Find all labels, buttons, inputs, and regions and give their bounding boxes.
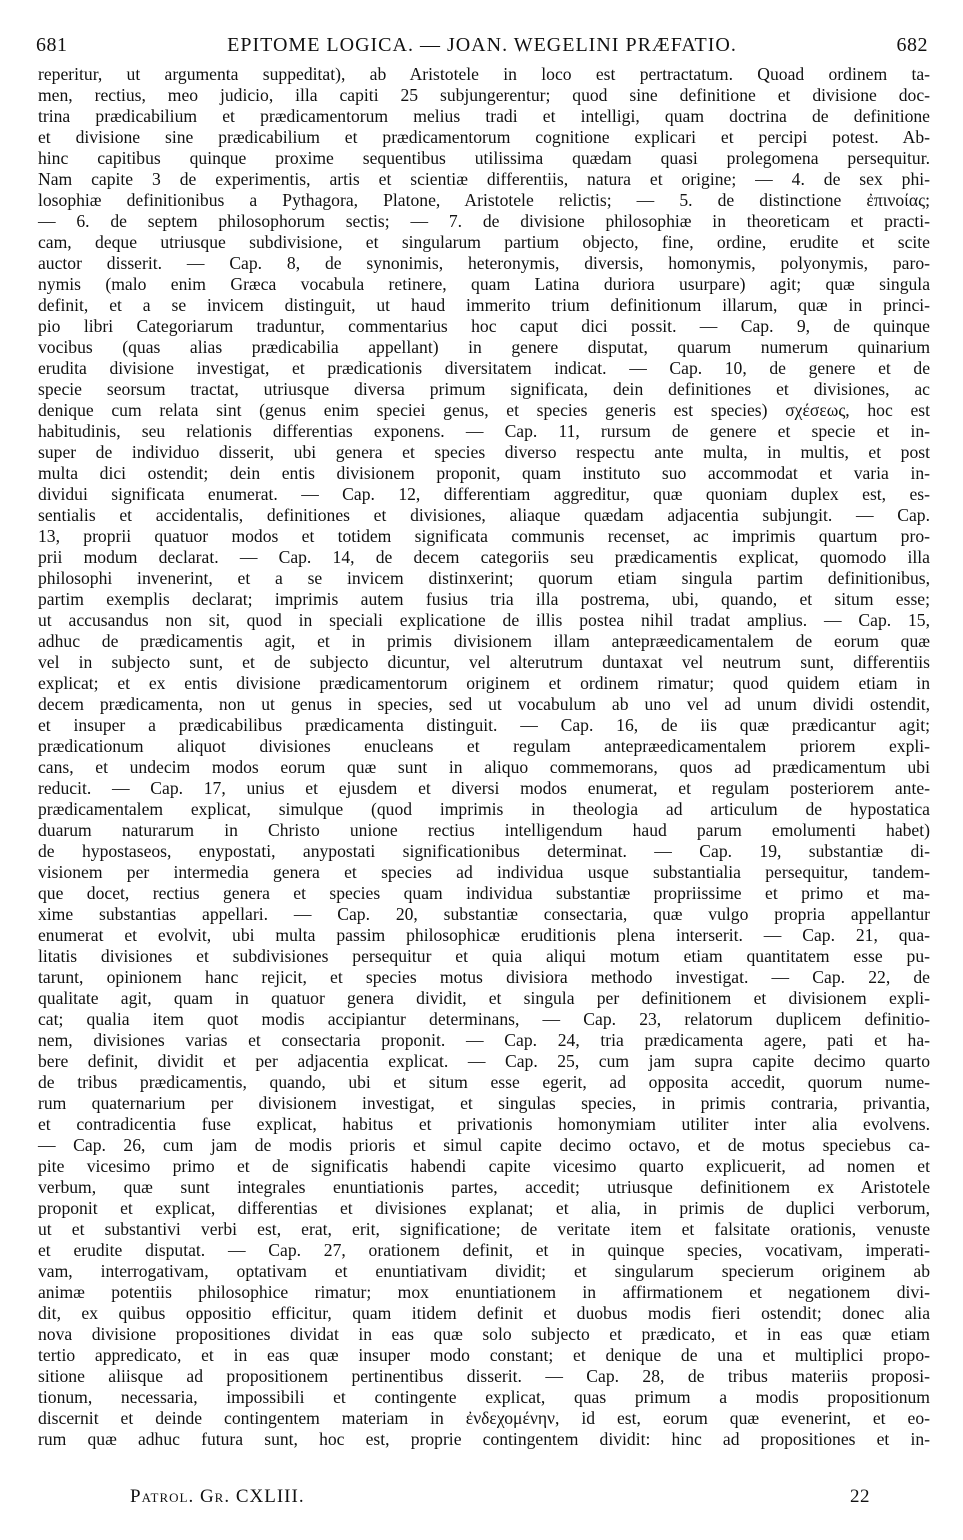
text-line: losophiæ definitionibus a Pythagora, Platone, Aristotele relictis; — 5. de distinctione ἐπινοίας; (38, 190, 930, 210)
text-line: explicat; et ex entis divisione prædicamentorum originem et ordinem rimatur; quod quidem etiam in (38, 673, 930, 693)
text-line: 13, proprii quatuor modos et totidem significata communis recenset, ac imprimis quartum pro- (38, 526, 930, 546)
text-line: specie seorsum tractat, utriusque diversa primum significata, dein definitiones et divisiones, ac (38, 379, 930, 399)
text-line: erudita divisione investigat, et prædicationis diversitatem indicat. — Cap. 10, de genere et de (38, 358, 930, 378)
text-line: hinc capitibus quinque proxime sequentibus utilissima quædam quasi prolegomena persequitur. (38, 148, 930, 168)
text-line: dit, ex quibus oppositio efficitur, quam itidem definit et duobus modis fieri ostendit; donec alia (38, 1303, 930, 1323)
text-line: definit, et a se invicem distinguit, ut haud immerito trium definitionum illarum, quæ in princi- (38, 295, 930, 315)
text-line: super de individuo disserit, ubi genera et species diverso respectu ante multa, in multis, et post (38, 442, 930, 462)
text-line: rum quaternarium per divisionem investigat, et singulas species, in primis contraria, privantia, (38, 1093, 930, 1113)
text-line: xime substantias appellari. — Cap. 20, substantiæ consectaria, quæ vulgo propria appellantur (38, 904, 930, 924)
text-line: duarum naturarum in Christo unione rectius intelligendum haud parum emolumenti habet) (38, 820, 930, 840)
page-footer (130, 1486, 870, 1512)
text-line: adhuc de prædicamentis agit, et in primis divisionem illam antepræedicamentalem de eorum quæ (38, 631, 930, 651)
text-line: decem prædicamenta, non ut genus in species, sed ut vocabulum ab uno vel ad unum dividi ostendit, (38, 694, 930, 714)
text-line: reducit. — Cap. 17, unius et ejusdem et diversi modos enumerat, et regulam posteriorem ante- (38, 778, 930, 798)
text-line: cans, et undecim modos eorum quæ sunt in aliquo commemorans, quos ad prædicamentum ubi (38, 757, 930, 777)
text-line: philosophi invenerint, et a se invicem distinxerint; quorum etiam singula partim definitionibus, (38, 568, 930, 588)
text-line: ut accusandus non sit, quod in speciali explicatione de illis postea nihil tradat amplius. — Cap. 15, (38, 610, 930, 630)
text-line: habitudinis, seu relationis differentias exponens. — Cap. 11, rursum de genere et specie et in- (38, 421, 930, 441)
text-line: — 6. de septem philosophorum sectis; — 7. de divisione philosophiæ in theoreticam et practi- (38, 211, 930, 231)
text-line: de tribus prædicamentis, quando, ubi et situm esse egerit, ad opposita accedit, quorum nume- (38, 1072, 930, 1092)
text-line: et insuper a prædicabilibus prædicamenta distinguit. — Cap. 16, de iis quæ prædicantur agit; (38, 715, 930, 735)
text-line: rum quæ adhuc futura sunt, hoc est, proprie contingentem dividit: hinc ad propositiones et in- (38, 1429, 930, 1449)
text-line: denique cum relata sint (genus enim speciei genus, et species generis est species) σχέσεως, hoc est (38, 400, 930, 420)
text-line: cam, deque utriusque subdivisione, et singularum partium objecto, fine, ordine, erudite et scite (38, 232, 930, 252)
text-line: dividui significata enumerat. — Cap. 12, differentiam aggreditur, quæ quoniam duplex est, es- (38, 484, 930, 504)
text-line: pite vicesimo primo et de significatis habendi capite vicesimo quarto explicuerit, ad nomen et (38, 1156, 930, 1176)
text-line: enumerat et evolvit, ubi multa passim philosophicæ eruditionis plena interserit. — Cap. 21, qua- (38, 925, 930, 945)
text-line: trina prædicabilium et prædicamentorum melius tradi et intelligi, quam doctrina de definitione (38, 106, 930, 126)
text-line: que docet, rectius genera et species quam individua substantiæ propriissime et primo et ma- (38, 883, 930, 903)
text-line: — Cap. 26, cum jam de modis prioris et simul capite decimo octavo, et de motus speciebus ca- (38, 1135, 930, 1155)
text-line: auctor disserit. — Cap. 8, de synonimis, heteronymis, diversis, homonymis, polyonymis, paro- (38, 253, 930, 273)
text-line: nova divisione propositiones dividat in eas quæ solo subjecto et prædicato, et in eas quæ etiam (38, 1324, 930, 1344)
text-line: litatis divisiones et subdivisiones persequitur et quia aliqui motum etiam quantitatem esse pu- (38, 946, 930, 966)
text-line: animæ potentiis philosophice rimatur; mox enuntiationem in affirmationem et negationem divi- (38, 1282, 930, 1302)
text-line: reperitur, ut argumenta suppeditat), ab Aristotele in loco est pertractatum. Quoad ordinem ta- (38, 64, 930, 84)
text-line: pio libri Categoriarum traduntur, commentarius hoc caput dici possit. — Cap. 9, de quinque (38, 316, 930, 336)
text-line: nem, divisiones varias et consectaria proponit. — Cap. 24, tria prædicamenta agere, pati et ha- (38, 1030, 930, 1050)
running-title: EPITOME LOGICA. — JOAN. WEGELINI PRÆFATIO. (227, 34, 737, 56)
text-line: verbum, quæ sunt integrales enuntiationis partes, accedit; utriusque definitionem ex Aristotele (38, 1177, 930, 1197)
body-text (38, 64, 930, 1450)
text-line: prii modum declarat. — Cap. 14, de decem categoriis seu prædicamentis explicat, quomodo illa (38, 547, 930, 567)
running-header (36, 34, 928, 64)
text-line: qualitate agit, quam in quatuor genera dividit, et singula per definitionem et divisionem expli- (38, 988, 930, 1008)
text-line: ut et substantivi verbi est, erat, erit, significatione; de veritate item et falsitate orationis, venuste (38, 1219, 930, 1239)
text-line: tertio appredicato, et in eas quæ insuper modo constant; et denique de una et multiplici propo- (38, 1345, 930, 1365)
text-line: de hypostaseos, enypostati, anypostati significationibus determinat. — Cap. 19, substantiæ di- (38, 841, 930, 861)
text-line: et divisione sine prædicabilium et prædicamentorum cognitione explicari et percipi potest. Ab- (38, 127, 930, 147)
text-line: et contradicentia fuse explicat, habitus et privationis homonymiam utiliter inter alia evolvens. (38, 1114, 930, 1134)
text-line: et erudite disputat. — Cap. 27, orationem definit, et in quinque species, vocativam, imperati- (38, 1240, 930, 1260)
text-line: vel in subjecto sunt, et de subjecto dicuntur, vel alterutrum duntaxat vel neutrum sunt, differentiis (38, 652, 930, 672)
text-line: sentialis et accidentalis, definitiones et divisiones, aliaque quædam adjacentia subjungit. — Cap. (38, 505, 930, 525)
text-line: men, rectius, meo judicio, illa capiti 25 subjungerentur; quod sine definitione et divisione doc- (38, 85, 930, 105)
text-line: partim exemplis declarat; imprimis autem fusius tria illa postrema, ubi, quando, et situm esse; (38, 589, 930, 609)
sheet-number: 22 (850, 1486, 870, 1507)
text-line: prædicationum aliquot divisiones enucleans et regulam antepræedicamentalem priorem expli- (38, 736, 930, 756)
text-line: tarunt, opinionem hanc rejicit, et species motus divisiora methodo investigat. — Cap. 22, de (38, 967, 930, 987)
text-line: tionum, necessaria, impossibili et contingente explicat, quas primum a modis propositionum (38, 1387, 930, 1407)
page-number-right: 682 (896, 34, 928, 56)
text-line: vam, interrogativam, optativam et enuntiativam dividit; et singularum specierum originem ab (38, 1261, 930, 1281)
text-line: nymis (malo enim Græca vocabula retinere, quam Latina duriora usurpare) agit; quæ singula (38, 274, 930, 294)
text-line: sitione aliisque ad propositionem pertinentibus disserit. — Cap. 28, de tribus materiis proposi- (38, 1366, 930, 1386)
text-line: Nam capite 3 de experimentis, artis et scientiæ differentiis, natura et origine; — 4. de sex phi- (38, 169, 930, 189)
text-line: proponit et explicat, differentias et divisiones explanat; et alia, in primis de duplici verborum, (38, 1198, 930, 1218)
text-line: bere definit, dividit et per adjacentia explicat. — Cap. 25, cum jam supra capite decimo quarto (38, 1051, 930, 1071)
text-line: prædicamentalem explicat, simulque (quod imprimis in theologia ad articulum de hypostatica (38, 799, 930, 819)
signature-mark: Patrol. Gr. CXLIII. (130, 1486, 305, 1507)
page-number-left: 681 (36, 34, 68, 56)
text-line: visionem per intermedia genera et species ad individua usque substantialia persequitur, tandem- (38, 862, 930, 882)
text-line: discernit et deinde contingentem materiam in ἐνδεχομένην, id est, eorum quæ evenerint, et eo- (38, 1408, 930, 1428)
text-line: vocibus (quas alias prædicabilia appellant) in genere disputat, quarum numerum quinarium (38, 337, 930, 357)
text-line: multa dici ostendit; dein entis divisionem proponit, quam instituto suo accommodat et varia in- (38, 463, 930, 483)
text-line: cat; qualia item quot modis accipiantur determinans, — Cap. 23, relatorum duplicem definitio- (38, 1009, 930, 1029)
